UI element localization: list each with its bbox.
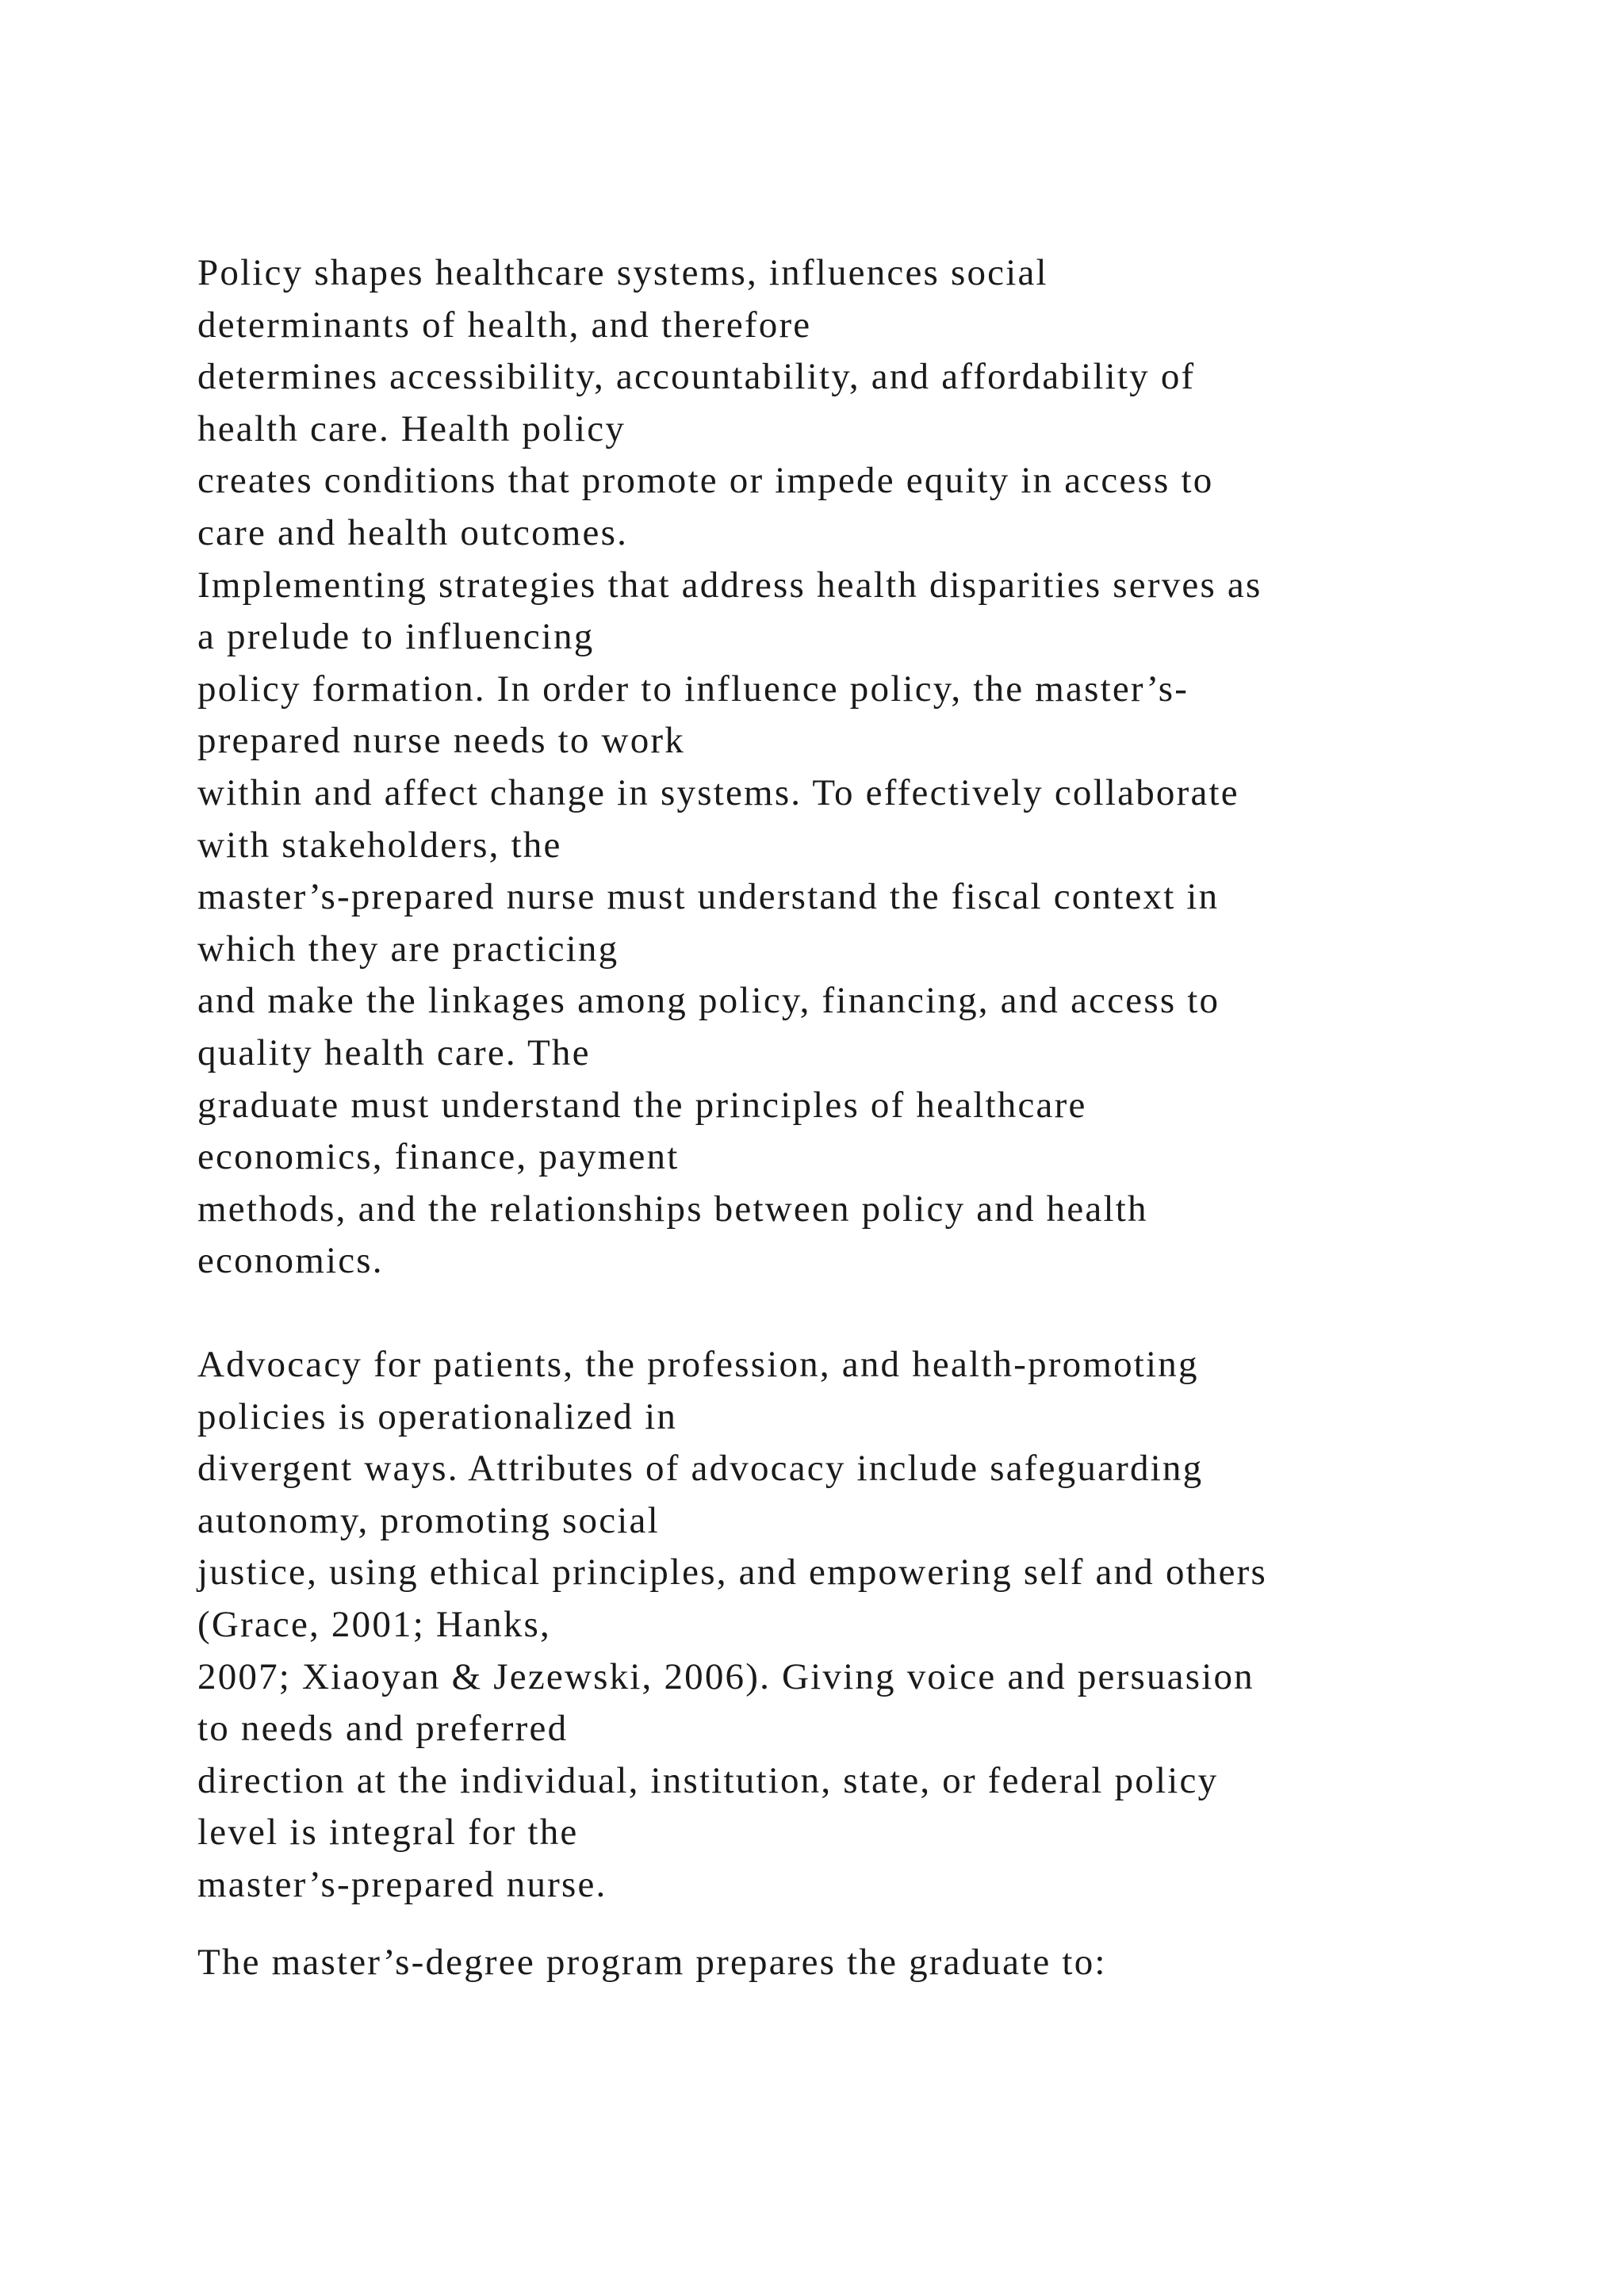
text-line: economics. <box>197 1240 384 1282</box>
text-line: and make the linkages among policy, financing, and access to <box>197 980 1220 1022</box>
text-line: policies is operationalized in <box>197 1395 678 1437</box>
text-line: within and affect change in systems. To effectively collaborate <box>197 771 1239 813</box>
text-line: justice, using ethical principles, and empowering self and others <box>197 1552 1268 1594</box>
paragraph-program <box>197 1937 1545 1989</box>
text-line: level is integral for the <box>197 1812 579 1854</box>
text-line: 2007; Xiaoyan & Jezewski, 2006). Giving voice and persuasion <box>197 1655 1254 1697</box>
text-line: creates conditions that promote or impede equity in access to <box>197 460 1214 502</box>
text-line: prepared nurse needs to work <box>197 720 685 762</box>
text-line: care and health outcomes. <box>197 511 629 553</box>
text-line: Policy shapes healthcare systems, influences social <box>197 252 1048 293</box>
text-line: divergent ways. Attributes of advocacy include safeguarding <box>197 1448 1204 1490</box>
text-line: Implementing strategies that address health disparities serves as <box>197 564 1262 606</box>
text-line: to needs and preferred <box>197 1708 569 1750</box>
text-line: which they are practicing <box>197 928 619 970</box>
text-line: The master’s-degree program prepares the graduate to: <box>197 1942 1107 1983</box>
text-line: graduate must understand the principles of healthcare <box>197 1084 1087 1126</box>
text-line: economics, finance, payment <box>197 1136 680 1178</box>
text-line: methods, and the relationships between policy and health <box>197 1188 1148 1230</box>
text-line: determines accessibility, accountability, and affordability of <box>197 356 1196 398</box>
text-line: master’s-prepared nurse must understand the fiscal context in <box>197 876 1220 918</box>
text-line: a prelude to influencing <box>197 616 595 658</box>
text-line: direction at the individual, institution, state, or federal policy <box>197 1759 1219 1801</box>
text-line: health care. Health policy <box>197 408 626 450</box>
text-line: master’s-prepared nurse. <box>197 1863 607 1905</box>
text-line: policy formation. In order to influence policy, the master’s- <box>197 668 1189 710</box>
text-line: Advocacy for patients, the profession, and health-promoting <box>197 1344 1199 1385</box>
paragraph-advocacy <box>197 1339 1545 1911</box>
paragraph-policy <box>197 247 1545 1288</box>
text-line: determinants of health, and therefore <box>197 304 812 346</box>
text-line: autonomy, promoting social <box>197 1499 660 1541</box>
text-line: with stakeholders, the <box>197 824 562 866</box>
text-line: (Grace, 2001; Hanks, <box>197 1603 551 1645</box>
text-line: quality health care. The <box>197 1031 591 1073</box>
